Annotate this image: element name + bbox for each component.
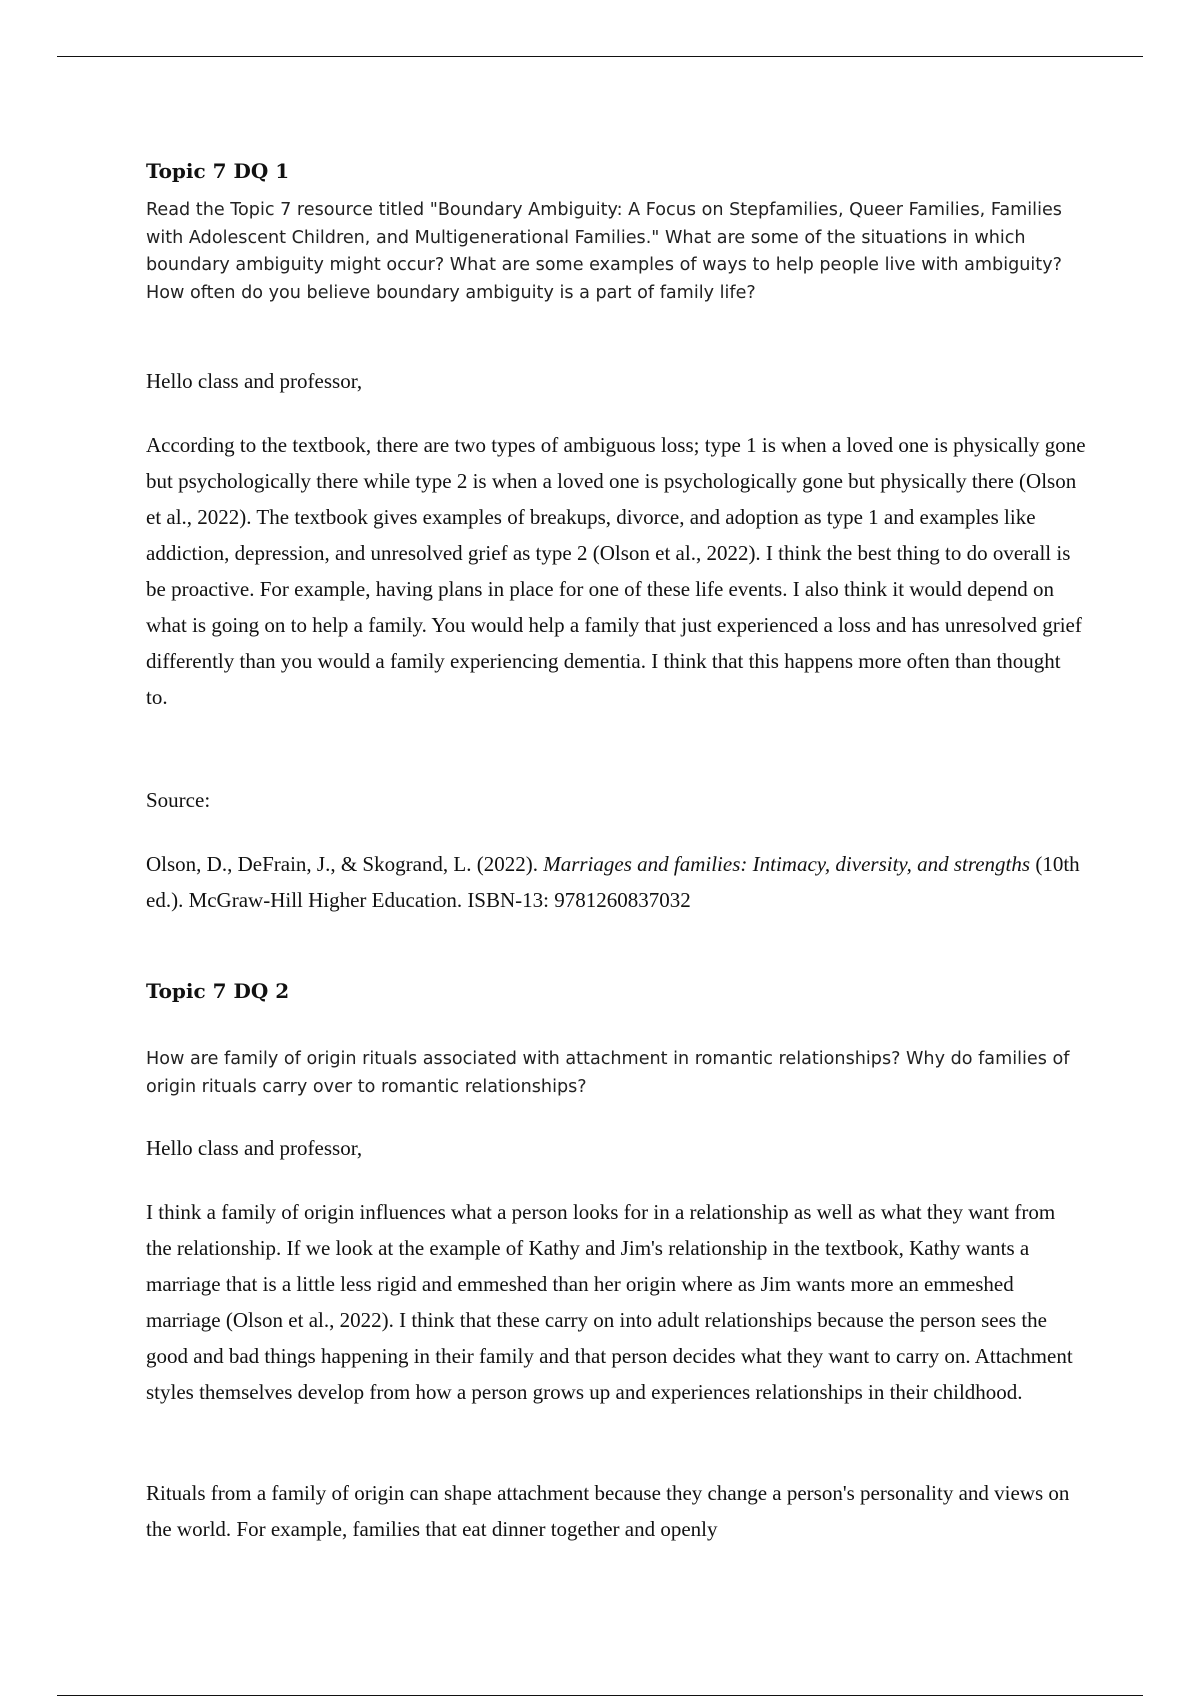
dq2-prompt: How are family of origin rituals associated with attachment in romantic relationships? Why do families of origin rituals carry over to romantic relationships?: [146, 1049, 1070, 1097]
dq2-greeting: Hello class and professor,: [146, 1136, 363, 1160]
header-rule: [57, 56, 1143, 57]
footer-rule: [57, 1695, 1143, 1696]
dq2-title: Topic 7 DQ 2: [146, 979, 290, 1003]
dq1-title: Topic 7 DQ 1: [146, 159, 290, 183]
citation-authors: Olson, D., DeFrain, J., & Skogrand, L. (2022).: [146, 852, 544, 876]
dq1-greeting: Hello class and professor,: [146, 369, 363, 393]
dq2-response-paragraph-2: Rituals from a family of origin can shape attachment because they change a person's personality and views on the world. For example, families that eat dinner together and openly: [146, 1481, 1070, 1541]
dq1-source-label: Source:: [146, 788, 211, 812]
dq1-citation: [146, 846, 1086, 918]
dq2-response-paragraph-1: I think a family of origin influences what a person looks for in a relationship as well as what they want from the relationship. If we look at the example of Kathy and Jim's relationship in the textbook, Kathy wants a marriage that is a little less rigid and emmeshed than her origin where as Jim wants more an emmeshed marriage (Olson et al., 2022). I think that these carry on into adult relationships because the person sees the good and bad things happening in their family and that person decides what they want to carry on. Attachment styles themselves develop from how a person grows up and experiences relationships in their childhood.: [146, 1200, 1073, 1404]
dq1-prompt: Read the Topic 7 resource titled "Boundary Ambiguity: A Focus on Stepfamilies, Queer Families, Families with Adolescent Children, and Multigenerational Families." What are some of the situations in which boundary ambiguity might occur? What are some examples of ways to help people live with ambiguity? How often do you believe boundary ambiguity is a part of family life?: [146, 200, 1062, 303]
citation-book-title: Marriages and families: Intimacy, diversity, and strengths: [543, 852, 1031, 876]
dq1-response: According to the textbook, there are two types of ambiguous loss; type 1 is when a loved one is physically gone but psychologically there while type 2 is when a loved one is psychologically gone but physically there (Olson et al., 2022). The textbook gives examples of breakups, divorce, and adoption as type 1 and examples like addiction, depression, and unresolved grief as type 2 (Olson et al., 2022). I think the best thing to do overall is be proactive. For example, having plans in place for one of these life events. I also think it would depend on what is going on to help a family. You would help a family that just experienced a loss and has unresolved grief differently than you would a family experiencing dementia. I think that this happens more often than thought to.: [146, 433, 1086, 709]
citation-details: (10th ed.). McGraw-Hill Higher Education. ISBN-13: 9781260837032: [146, 852, 1080, 912]
